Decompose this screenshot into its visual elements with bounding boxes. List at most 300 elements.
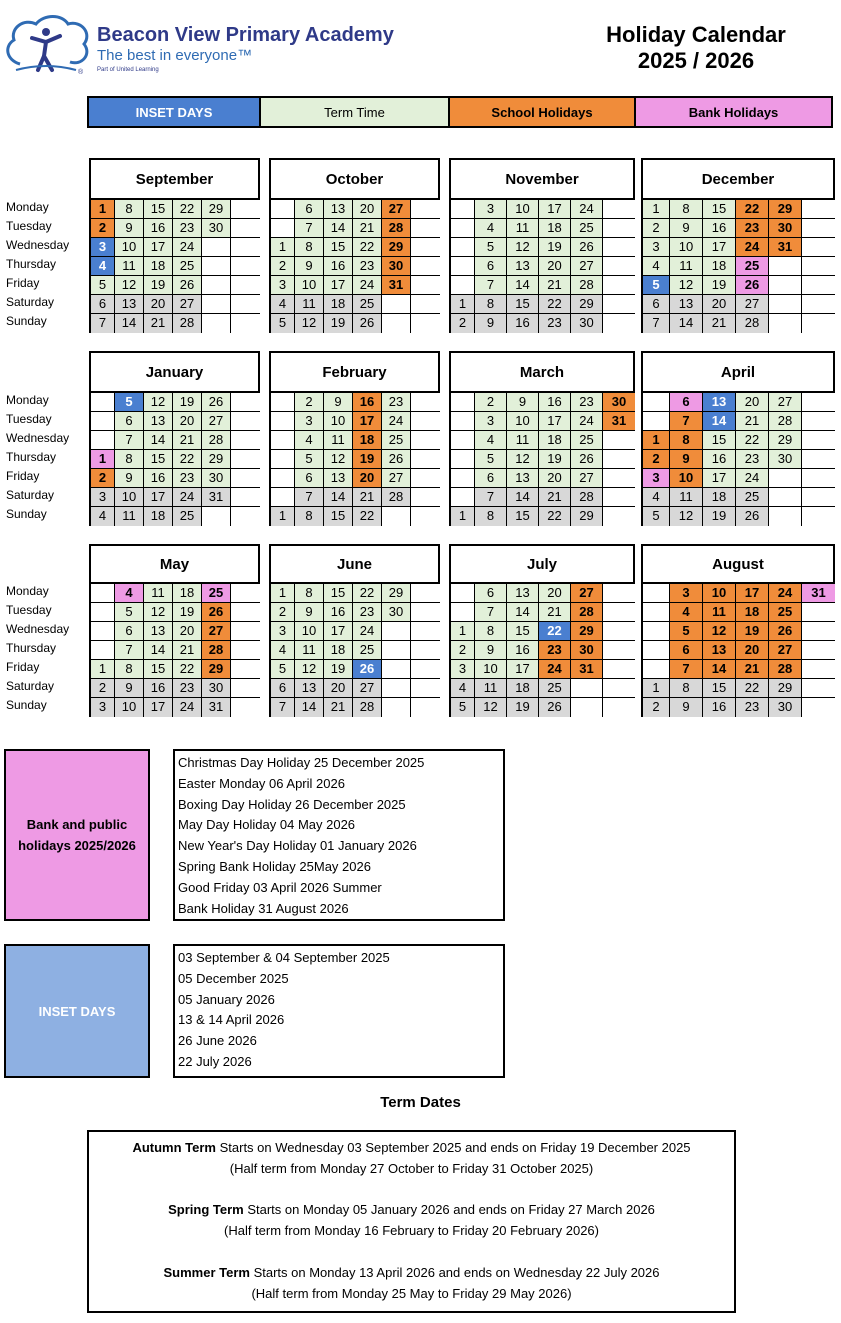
day-cell: 13 <box>144 412 173 431</box>
day-cell: 4 <box>91 507 115 526</box>
day-cell: 10 <box>475 660 507 679</box>
day-cell: 21 <box>539 276 571 295</box>
day-cell: 14 <box>324 219 353 238</box>
day-cell <box>603 238 635 257</box>
day-cell <box>231 276 260 295</box>
day-cell <box>382 622 411 641</box>
day-cell <box>411 276 440 295</box>
day-cell <box>603 276 635 295</box>
day-cell <box>769 469 802 488</box>
day-cell: 13 <box>703 393 736 412</box>
day-cell: 19 <box>703 507 736 526</box>
day-cell <box>202 276 231 295</box>
day-label: Saturday <box>6 488 55 502</box>
day-cell: 12 <box>703 622 736 641</box>
day-cell: 18 <box>144 257 173 276</box>
day-cell <box>411 660 440 679</box>
day-cell: 16 <box>539 393 571 412</box>
day-cell: 8 <box>475 507 507 526</box>
day-cell: 4 <box>475 431 507 450</box>
day-cell: 6 <box>91 295 115 314</box>
day-cell: 14 <box>507 276 539 295</box>
day-cell: 15 <box>507 507 539 526</box>
day-cell: 15 <box>703 431 736 450</box>
day-cell: 27 <box>173 295 202 314</box>
day-cell: 27 <box>353 679 382 698</box>
day-cell <box>603 295 635 314</box>
day-cell: 5 <box>115 603 144 622</box>
day-label: Saturday <box>6 295 55 309</box>
day-cell: 20 <box>353 200 382 219</box>
day-cell: 16 <box>324 603 353 622</box>
day-cell: 24 <box>769 584 802 603</box>
term-name: Spring Term <box>168 1202 244 1217</box>
day-cell <box>231 314 260 333</box>
day-cell: 6 <box>475 257 507 276</box>
bank-holiday-item: New Year's Day Holiday 01 January 2026 <box>178 838 417 854</box>
day-cell: 26 <box>202 603 231 622</box>
day-cell: 25 <box>571 219 603 238</box>
day-cell: 18 <box>539 431 571 450</box>
day-cell: 4 <box>643 488 670 507</box>
day-cell <box>603 641 635 660</box>
month-header: November <box>449 158 635 198</box>
inset-day-item: 13 & 14 April 2026 <box>178 1012 285 1028</box>
day-cell <box>451 257 475 276</box>
day-cell <box>231 603 260 622</box>
day-cell: 1 <box>643 200 670 219</box>
term-dates-heading: Term Dates <box>380 1094 461 1111</box>
day-cell: 27 <box>736 295 769 314</box>
day-cell: 19 <box>173 603 202 622</box>
day-cell: 12 <box>144 603 173 622</box>
bank-holidays-label <box>4 749 150 921</box>
day-cell: 30 <box>769 450 802 469</box>
day-cell: 17 <box>144 488 173 507</box>
day-cell: 11 <box>324 431 353 450</box>
day-cell: 20 <box>173 622 202 641</box>
day-cell: 23 <box>173 219 202 238</box>
day-cell: 13 <box>703 641 736 660</box>
day-cell: 16 <box>144 469 173 488</box>
day-cell: 31 <box>603 412 635 431</box>
day-cell: 26 <box>353 314 382 333</box>
day-cell <box>411 393 440 412</box>
day-cell <box>202 295 231 314</box>
day-cell: 26 <box>382 450 411 469</box>
day-cell: 6 <box>670 641 703 660</box>
day-cell: 4 <box>670 603 703 622</box>
day-cell: 20 <box>539 469 571 488</box>
day-cell <box>451 584 475 603</box>
day-cell <box>231 450 260 469</box>
day-cell: 24 <box>173 238 202 257</box>
day-cell <box>451 238 475 257</box>
day-cell: 13 <box>144 622 173 641</box>
day-cell: 1 <box>271 584 295 603</box>
day-cell <box>91 603 115 622</box>
day-cell <box>231 393 260 412</box>
day-cell: 17 <box>144 238 173 257</box>
day-cell: 23 <box>571 393 603 412</box>
day-cell <box>231 488 260 507</box>
day-cell: 15 <box>703 200 736 219</box>
day-cell: 20 <box>173 412 202 431</box>
day-cell: 24 <box>173 488 202 507</box>
day-cell <box>802 660 835 679</box>
day-cell: 28 <box>571 603 603 622</box>
day-cell: 4 <box>475 219 507 238</box>
day-cell: 25 <box>173 257 202 276</box>
day-cell: 26 <box>353 660 382 679</box>
day-cell: 4 <box>115 584 144 603</box>
day-cell: 20 <box>539 584 571 603</box>
day-cell: 24 <box>736 469 769 488</box>
day-cell <box>271 488 295 507</box>
day-cell: 20 <box>144 295 173 314</box>
day-cell: 18 <box>703 488 736 507</box>
day-cell: 31 <box>382 276 411 295</box>
day-cell: 1 <box>451 507 475 526</box>
day-cell: 7 <box>475 488 507 507</box>
day-cell <box>411 257 440 276</box>
day-label: Saturday <box>6 679 55 693</box>
day-cell <box>802 469 835 488</box>
day-cell: 12 <box>475 698 507 717</box>
day-cell: 29 <box>571 622 603 641</box>
day-cell: 26 <box>202 393 231 412</box>
day-cell: 7 <box>670 660 703 679</box>
day-cell <box>802 488 835 507</box>
day-cell <box>91 641 115 660</box>
day-cell: 26 <box>571 450 603 469</box>
day-cell <box>451 431 475 450</box>
day-cell: 30 <box>769 698 802 717</box>
day-cell <box>603 507 635 526</box>
day-cell: 14 <box>295 698 324 717</box>
day-cell <box>451 488 475 507</box>
day-cell: 9 <box>670 219 703 238</box>
month-grid <box>269 198 440 333</box>
day-cell: 2 <box>643 450 670 469</box>
month-grid <box>89 391 260 526</box>
day-cell: 30 <box>603 393 635 412</box>
day-cell: 5 <box>475 450 507 469</box>
bank-holiday-item: Bank Holiday 31 August 2026 <box>178 900 349 916</box>
day-cell: 24 <box>571 200 603 219</box>
day-cell: 5 <box>91 276 115 295</box>
term-text: Starts on Monday 05 January 2026 and ends on Friday 27 March 2026 <box>243 1202 655 1217</box>
term-name: Summer Term <box>163 1265 250 1280</box>
day-cell <box>411 507 440 526</box>
day-cell <box>603 698 635 717</box>
day-cell: 12 <box>295 660 324 679</box>
term-half-term: (Half term from Monday 25 May to Friday 29 May 2026) <box>251 1286 572 1301</box>
day-cell: 11 <box>115 257 144 276</box>
day-cell: 16 <box>507 314 539 333</box>
day-cell <box>382 507 411 526</box>
day-cell <box>411 412 440 431</box>
day-cell: 1 <box>643 679 670 698</box>
day-cell: 2 <box>451 314 475 333</box>
day-cell: 1 <box>271 238 295 257</box>
day-cell <box>451 393 475 412</box>
day-cell <box>643 641 670 660</box>
day-cell <box>802 257 835 276</box>
inset-days-list <box>173 944 505 1078</box>
day-cell: 25 <box>353 295 382 314</box>
day-cell: 13 <box>507 257 539 276</box>
day-cell: 11 <box>144 584 173 603</box>
day-cell <box>802 276 835 295</box>
day-cell: 3 <box>91 488 115 507</box>
day-cell: 12 <box>670 507 703 526</box>
day-cell: 19 <box>736 622 769 641</box>
day-cell <box>603 469 635 488</box>
day-cell: 13 <box>324 200 353 219</box>
month-grid <box>89 582 260 717</box>
day-cell: 1 <box>643 431 670 450</box>
day-cell: 12 <box>507 450 539 469</box>
month-grid <box>449 391 635 526</box>
day-cell: 23 <box>736 698 769 717</box>
day-cell: 28 <box>571 488 603 507</box>
day-cell <box>802 507 835 526</box>
day-cell <box>231 469 260 488</box>
day-cell <box>769 507 802 526</box>
day-cell: 22 <box>353 507 382 526</box>
day-cell: 22 <box>736 679 769 698</box>
day-cell <box>271 200 295 219</box>
day-cell: 3 <box>643 238 670 257</box>
day-cell: 4 <box>271 641 295 660</box>
day-cell: 21 <box>539 488 571 507</box>
day-cell: 21 <box>324 698 353 717</box>
inset-day-item: 05 December 2025 <box>178 970 289 986</box>
day-cell: 1 <box>91 200 115 219</box>
day-cell: 26 <box>571 238 603 257</box>
part-of-text: Part of United Learning <box>97 67 159 73</box>
bank-holiday-item: Boxing Day Holiday 26 December 2025 <box>178 796 406 812</box>
day-cell: 8 <box>475 622 507 641</box>
day-cell <box>382 295 411 314</box>
day-cell <box>769 295 802 314</box>
day-cell: 21 <box>353 488 382 507</box>
term-text: Starts on Monday 13 April 2026 and ends on Wednesday 22 July 2026 <box>249 1265 660 1280</box>
day-cell <box>571 698 603 717</box>
day-cell: 12 <box>295 314 324 333</box>
month-header: May <box>89 544 260 582</box>
day-cell: 6 <box>115 622 144 641</box>
month-header: January <box>89 351 260 391</box>
month-header: March <box>449 351 635 391</box>
day-cell: 29 <box>202 660 231 679</box>
day-cell: 29 <box>202 200 231 219</box>
day-cell <box>802 238 835 257</box>
day-cell: 24 <box>173 698 202 717</box>
day-label: Monday <box>6 584 49 598</box>
day-cell <box>603 584 635 603</box>
day-cell: 22 <box>173 450 202 469</box>
day-label: Friday <box>6 469 40 483</box>
month-grid <box>641 391 835 526</box>
day-cell: 18 <box>507 679 539 698</box>
day-cell: 22 <box>539 507 571 526</box>
day-label: Wednesday <box>6 238 70 252</box>
day-cell: 3 <box>295 412 324 431</box>
day-cell: 27 <box>571 257 603 276</box>
day-cell: 24 <box>736 238 769 257</box>
day-cell <box>643 412 670 431</box>
day-cell: 25 <box>571 431 603 450</box>
day-cell: 8 <box>295 238 324 257</box>
day-cell: 22 <box>353 584 382 603</box>
day-cell <box>231 584 260 603</box>
day-cell <box>231 431 260 450</box>
day-cell: 27 <box>202 622 231 641</box>
day-cell: 18 <box>324 295 353 314</box>
day-cell: 3 <box>271 276 295 295</box>
day-cell: 16 <box>144 679 173 698</box>
day-cell: 21 <box>736 412 769 431</box>
day-cell: 3 <box>451 660 475 679</box>
day-cell: 2 <box>475 393 507 412</box>
day-cell <box>603 622 635 641</box>
day-cell: 29 <box>202 450 231 469</box>
day-cell: 12 <box>115 276 144 295</box>
day-cell <box>451 450 475 469</box>
day-cell: 16 <box>507 641 539 660</box>
day-cell: 21 <box>703 314 736 333</box>
day-cell: 9 <box>295 603 324 622</box>
day-cell: 5 <box>295 450 324 469</box>
day-cell: 6 <box>475 584 507 603</box>
day-cell: 16 <box>703 698 736 717</box>
day-cell: 30 <box>571 314 603 333</box>
day-cell: 14 <box>670 314 703 333</box>
day-cell <box>231 238 260 257</box>
day-cell: 21 <box>539 603 571 622</box>
school-logo <box>2 10 94 76</box>
day-cell: 28 <box>202 641 231 660</box>
day-cell: 25 <box>353 641 382 660</box>
day-cell <box>603 488 635 507</box>
day-cell <box>231 507 260 526</box>
month-header: December <box>641 158 835 198</box>
day-cell: 10 <box>703 584 736 603</box>
day-cell: 24 <box>382 412 411 431</box>
day-cell: 19 <box>144 276 173 295</box>
day-cell: 5 <box>451 698 475 717</box>
day-cell: 14 <box>324 488 353 507</box>
day-cell: 25 <box>539 679 571 698</box>
day-cell: 10 <box>115 698 144 717</box>
day-cell: 10 <box>324 412 353 431</box>
day-cell: 20 <box>736 393 769 412</box>
day-cell: 28 <box>571 276 603 295</box>
day-cell <box>603 219 635 238</box>
day-cell <box>231 219 260 238</box>
bank-holiday-item: Spring Bank Holiday 25May 2026 <box>178 858 371 874</box>
day-cell: 2 <box>91 219 115 238</box>
day-cell: 21 <box>736 660 769 679</box>
day-cell: 4 <box>451 679 475 698</box>
day-cell: 19 <box>703 276 736 295</box>
day-cell: 20 <box>736 641 769 660</box>
day-cell: 22 <box>173 200 202 219</box>
day-cell: 30 <box>202 219 231 238</box>
day-cell <box>231 641 260 660</box>
day-label: Thursday <box>6 450 57 464</box>
day-cell: 9 <box>670 698 703 717</box>
day-cell: 28 <box>736 314 769 333</box>
day-cell <box>769 276 802 295</box>
day-cell: 5 <box>643 276 670 295</box>
day-cell: 5 <box>115 393 144 412</box>
day-cell <box>411 641 440 660</box>
month-grid <box>269 391 440 526</box>
day-cell: 15 <box>144 450 173 469</box>
day-cell: 26 <box>173 276 202 295</box>
day-cell <box>603 450 635 469</box>
bank-holidays-label-text: Bank and public holidays 2025/2026 <box>18 817 136 853</box>
day-cell <box>382 314 411 333</box>
day-cell <box>231 622 260 641</box>
day-cell: 16 <box>703 450 736 469</box>
month-grid <box>449 582 635 717</box>
day-cell <box>603 603 635 622</box>
day-label: Wednesday <box>6 622 70 636</box>
day-cell: 24 <box>353 622 382 641</box>
day-cell: 11 <box>507 219 539 238</box>
day-cell <box>231 257 260 276</box>
day-cell: 15 <box>507 622 539 641</box>
day-cell <box>802 679 835 698</box>
month-grid <box>641 582 835 717</box>
day-cell <box>769 314 802 333</box>
day-cell: 6 <box>475 469 507 488</box>
inset-day-item: 26 June 2026 <box>178 1033 257 1049</box>
day-cell: 27 <box>202 412 231 431</box>
month-header: September <box>89 158 260 198</box>
day-cell <box>802 200 835 219</box>
title-line-2: 2025 / 2026 <box>637 48 755 73</box>
term-name: Autumn Term <box>132 1140 216 1155</box>
month-header: February <box>269 351 440 391</box>
month-header: April <box>641 351 835 391</box>
day-cell: 8 <box>115 200 144 219</box>
day-cell <box>271 219 295 238</box>
day-cell: 6 <box>271 679 295 698</box>
day-cell <box>411 200 440 219</box>
day-cell: 17 <box>703 238 736 257</box>
inset-day-item: 05 January 2026 <box>178 991 275 1007</box>
day-cell <box>271 450 295 469</box>
day-cell: 3 <box>475 412 507 431</box>
day-cell: 17 <box>353 412 382 431</box>
day-cell <box>451 276 475 295</box>
day-cell: 14 <box>703 660 736 679</box>
day-cell: 29 <box>769 679 802 698</box>
day-cell: 15 <box>324 238 353 257</box>
day-cell <box>202 238 231 257</box>
day-cell: 11 <box>703 603 736 622</box>
inset-days-label <box>4 944 150 1078</box>
day-cell: 14 <box>144 431 173 450</box>
day-cell <box>411 238 440 257</box>
month-grid <box>89 198 260 333</box>
day-cell <box>411 450 440 469</box>
